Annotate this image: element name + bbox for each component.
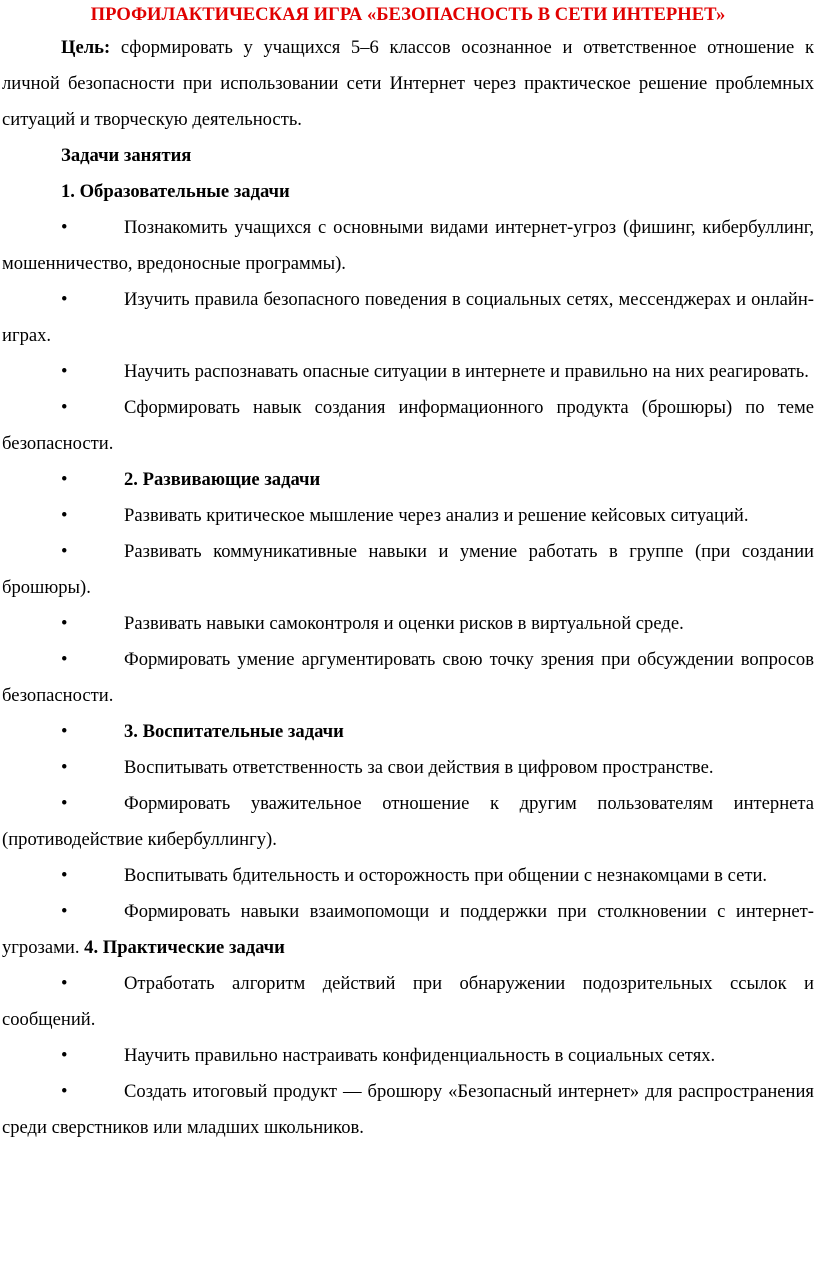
list-item-text: Научить правильно настраивать конфиденциальность в социальных сетях. [124,1045,716,1066]
list-item-text: Создать итоговый продукт — брошюру «Безопасный интернет» для распространения среди сверстников или младших школьников. [2,1081,814,1138]
list-item-text: Развивать критическое мышление через анализ и решение кейсовых ситуаций. [124,505,749,526]
bullet-icon: • [61,973,68,994]
tasks-heading: Задачи занятия [61,145,192,166]
list-item-text: Познакомить учащихся с основными видами интернет-угроз (фишинг, кибербуллинг, мошенничество, вредоносные программы). [2,217,814,274]
list-item [2,966,814,1038]
bullet-icon: • [61,649,68,670]
bullet-icon: • [61,397,68,418]
bullet-icon: • [61,793,68,814]
list-item [2,498,814,534]
list-item-text: Воспитывать бдительность и осторожность при общении с незнакомцами в сети. [124,865,768,886]
bullet-icon: • [61,757,68,778]
document-title: ПРОФИЛАКТИЧЕСКАЯ ИГРА «БЕЗОПАСНОСТЬ В СЕТИ ИНТЕРНЕТ» [90,4,726,25]
bullet-icon: • [61,289,68,310]
list-item-text: Отработать алгоритм действий при обнаружении подозрительных ссылок и сообщений. [2,973,814,1030]
list-item [2,606,814,642]
list-item [2,354,814,390]
list-item-text: Воспитывать ответственность за свои действия в цифровом пространстве. [124,757,714,778]
goal-paragraph [2,30,814,138]
list-item-text: Формировать умение аргументировать свою точку зрения при обсуждении вопросов безопасности. [2,649,814,706]
bullet-icon: • [61,217,68,238]
section4-heading: 4. Практические задачи [84,937,285,958]
list-item-text: Формировать навыки взаимопомощи и поддержки при столкновении с интернет-угрозами. [2,901,814,958]
bullet-icon: • [61,865,68,886]
bullet-icon: • [61,901,68,922]
list-item [2,390,814,462]
list-item-text: Развивать навыки самоконтроля и оценки рисков в виртуальной среде. [124,613,684,634]
goal-text: сформировать у учащихся 5–6 классов осознанное и ответственное отношение к личной безопасности при использовании сети Интернет через практическое решение проблемных ситуаций и творческую деятельность. [2,37,814,130]
list-item-text: Научить распознавать опасные ситуации в интернете и правильно на них реагировать. [124,361,809,382]
list-item-text: Изучить правила безопасного поведения в социальных сетях, мессенджерах и онлайн-играх. [2,289,814,346]
list-item [2,786,814,858]
list-item-text: Формировать уважительное отношение к другим пользователям интернета (противодействие кибербуллингу). [2,793,814,850]
bullet-icon: • [61,469,68,490]
bullet-icon: • [61,1045,68,1066]
bullet-icon: • [61,1081,68,1102]
section1-heading: 1. Образовательные задачи [61,181,290,202]
list-item [2,282,814,354]
list-item [2,1038,814,1074]
list-item [2,210,814,282]
list-item [2,858,814,894]
section2-heading [2,462,814,498]
bullet-icon: • [61,505,68,526]
list-item [2,894,814,966]
section3-heading-text: 3. Воспитательные задачи [124,721,344,742]
list-item [2,534,814,606]
list-item [2,750,814,786]
list-item-text: Сформировать навык создания информационного продукта (брошюры) по теме безопасности. [2,397,814,454]
section2-heading-text: 2. Развивающие задачи [124,469,321,490]
bullet-icon: • [61,613,68,634]
bullet-icon: • [61,721,68,742]
list-item-text: Развивать коммуникативные навыки и умение работать в группе (при создании брошюры). [2,541,814,598]
bullet-icon: • [61,541,68,562]
list-item [2,1074,814,1146]
goal-label: Цель: [61,37,111,58]
bullet-icon: • [61,361,68,382]
list-item [2,642,814,714]
section3-heading [2,714,814,750]
